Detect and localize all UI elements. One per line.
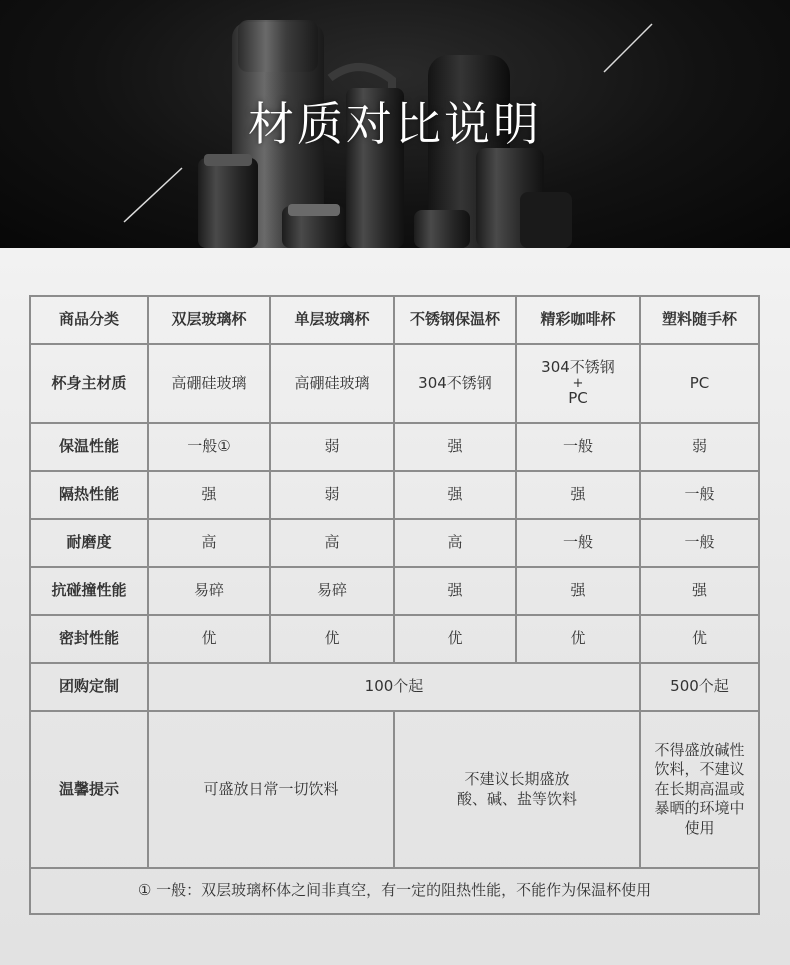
table-cell: 强 <box>640 567 759 615</box>
tip-steel-coffee <box>394 711 640 868</box>
header-cell: 双层玻璃杯 <box>148 296 270 344</box>
table-cell-min-order: 500个起 <box>640 663 759 711</box>
material-line: 304不锈钢 <box>541 358 615 377</box>
table-row <box>30 615 759 663</box>
table-cell: 高硼硅玻璃 <box>270 344 394 423</box>
table-cell: 强 <box>394 423 516 471</box>
table-cell: 强 <box>516 471 640 519</box>
table-cell: 优 <box>516 615 640 663</box>
row-label: 密封性能 <box>30 615 148 663</box>
material-line: PC <box>568 389 588 408</box>
header-cell: 精彩咖啡杯 <box>516 296 640 344</box>
table-row <box>30 519 759 567</box>
table-row-tips <box>30 711 759 868</box>
row-label: 抗碰撞性能 <box>30 567 148 615</box>
table-row <box>30 567 759 615</box>
row-label: 保温性能 <box>30 423 148 471</box>
header-cell: 塑料随手杯 <box>640 296 759 344</box>
table-cell: 一般 <box>516 423 640 471</box>
table-cell: 强 <box>394 567 516 615</box>
header-cell-category: 商品分类 <box>30 296 148 344</box>
table-cell: 一般 <box>516 519 640 567</box>
page-title: 材质对比说明 <box>248 97 542 151</box>
table-cell: 优 <box>148 615 270 663</box>
comparison-table <box>29 295 760 915</box>
tip-line: 不得盛放碱性 <box>654 740 745 759</box>
tip-line: 在长期高温或 <box>654 779 745 798</box>
table-cell: PC <box>640 344 759 423</box>
tip-line: 不建议长期盛放 <box>464 770 570 788</box>
table-cell: 一般① <box>148 423 270 471</box>
table-header-row <box>30 296 759 344</box>
table-cell-coffee-material <box>516 344 640 423</box>
row-label: 温馨提示 <box>30 711 148 868</box>
table-row-group-buy <box>30 663 759 711</box>
table-cell: 强 <box>394 471 516 519</box>
tip-line: 饮料，不建议 <box>654 760 745 779</box>
header-cell: 不锈钢保温杯 <box>394 296 516 344</box>
table-cell: 优 <box>270 615 394 663</box>
table-cell: 易碎 <box>148 567 270 615</box>
table-cell: 高 <box>394 519 516 567</box>
table-cell: 强 <box>516 567 640 615</box>
table-cell: 高 <box>270 519 394 567</box>
table-cell: 304不锈钢 <box>394 344 516 423</box>
table-cell: 弱 <box>270 471 394 519</box>
header-banner <box>0 0 790 248</box>
tip-line: 暴晒的环境中 <box>654 799 745 818</box>
row-label: 杯身主材质 <box>30 344 148 423</box>
table-cell: 一般 <box>640 519 759 567</box>
tip-plastic <box>640 711 759 868</box>
tip-line: 酸、碱、盐等饮料 <box>456 789 577 808</box>
row-label: 隔热性能 <box>30 471 148 519</box>
tip-glass: 可盛放日常一切饮料 <box>148 711 394 868</box>
table-row <box>30 423 759 471</box>
table-cell: 一般 <box>640 471 759 519</box>
table-cell: 强 <box>148 471 270 519</box>
table-row <box>30 471 759 519</box>
table-cell: 优 <box>394 615 516 663</box>
table-cell: 弱 <box>640 423 759 471</box>
material-plus: + <box>572 375 584 391</box>
header-cell: 单层玻璃杯 <box>270 296 394 344</box>
table-cell: 优 <box>640 615 759 663</box>
table-cell: 易碎 <box>270 567 394 615</box>
footnote: ① 一般：双层玻璃杯体之间非真空，有一定的阻热性能，不能作为保温杯使用 <box>30 868 759 914</box>
table-cell-min-order: 100个起 <box>148 663 640 711</box>
tip-line: 使用 <box>684 818 715 837</box>
row-label: 团购定制 <box>30 663 148 711</box>
table-row-footnote <box>30 868 759 914</box>
table-row-material <box>30 344 759 423</box>
table-cell: 弱 <box>270 423 394 471</box>
table-cell: 高硼硅玻璃 <box>148 344 270 423</box>
table-cell: 高 <box>148 519 270 567</box>
row-label: 耐磨度 <box>30 519 148 567</box>
